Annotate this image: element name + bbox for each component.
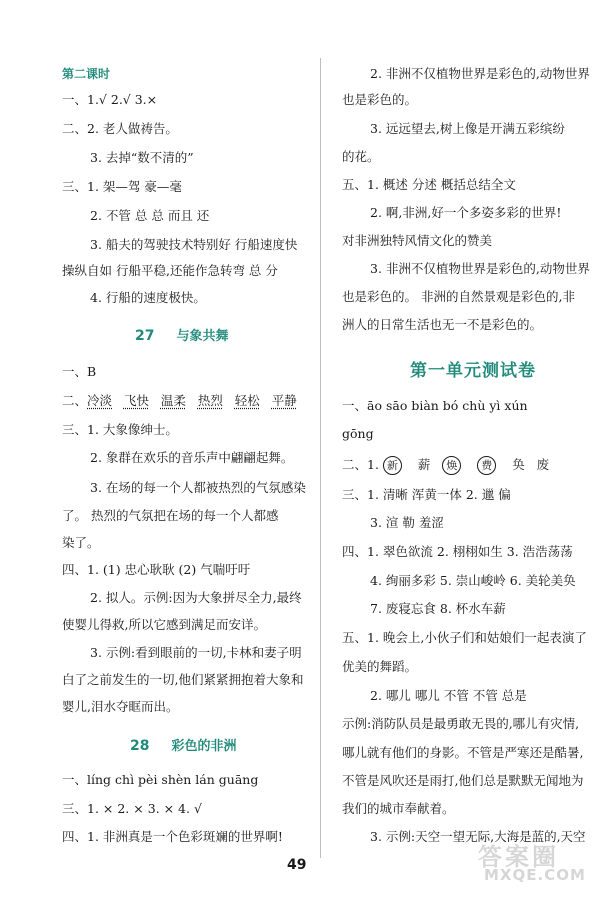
- watermark-text: 答案圈: [478, 843, 559, 871]
- answer-line: 一、líng chì pèi shèn lán guāng: [62, 772, 259, 787]
- answer-line: 三、1. × 2. × 3. × 4. √: [62, 801, 202, 816]
- answer-line: 使婴儿得救,所以它感到满足而安详。: [62, 617, 266, 632]
- answer-line: 7. 废寝忘食 8. 杯水车薪: [370, 601, 506, 616]
- antonym-line: [62, 393, 297, 409]
- watermark-logo: [470, 835, 592, 887]
- lesson-name: 与象共舞: [176, 329, 229, 344]
- answer-line: 哪儿就有他们的身影。不管是严寒还是酷暑,: [342, 745, 584, 760]
- answer-line: 3. 示例:天空一望无际,大海是蓝的,天空: [370, 829, 586, 844]
- answer-line: 3. 示例:看到眼前的一切,卡林和妻子明: [90, 645, 302, 660]
- answer-line: 3. 船夫的驾驶技术特别好 行船速度快: [90, 237, 298, 252]
- lesson-number: 28: [130, 738, 150, 754]
- answer-line: 五、1. 概述 分述 概括总结全文: [342, 177, 516, 192]
- answer-line: 也是彩色的。: [342, 92, 418, 107]
- answer-line: 一、āo sāo biàn bó chù yì xún: [342, 398, 528, 413]
- answer-line: 操纵自如 行船平稳,还能作急转弯 总 分: [62, 263, 278, 278]
- page-number: 49: [287, 857, 307, 873]
- answer-line: 五、1. 晚会上,小伙子们和姑娘们一起表演了: [342, 630, 587, 645]
- answer-line: 白了之前发生的一切,他们紧紧拥抱着大象和: [62, 672, 304, 687]
- question-prefix: 二、1.: [342, 457, 379, 472]
- answer-line: 2. 啊,非洲,好一个多姿多彩的世界!: [370, 205, 562, 220]
- answer-line: 二、2. 老人做祷告。: [62, 121, 178, 136]
- answer-line: 4. 绚丽多彩 5. 崇山峻岭 6. 美轮美奂: [370, 573, 576, 588]
- antonym-word: 轻松: [234, 393, 260, 408]
- answer-line: 3. 在场的每一个人都被热烈的气氛感染: [90, 480, 306, 495]
- answer-line: 一、1.√ 2.√ 3.×: [62, 92, 158, 107]
- answer-line: 我们的城市奉献着。: [342, 801, 455, 816]
- answer-line: 不管是风吹还是雨打,他们总是默默无闻地为: [342, 773, 584, 788]
- answer-line: 4. 行船的速度极快。: [90, 290, 206, 305]
- answer-line: 染了。: [62, 535, 100, 550]
- unit-test-title: 第一单元测试卷: [410, 361, 536, 381]
- answer-line: 2. 非洲不仅植物世界是彩色的,动物世界: [370, 66, 590, 81]
- answer-line: 3. 去掉“数不清的”: [90, 150, 194, 165]
- answer-line: 对非洲独特风情文化的赞美: [342, 233, 493, 248]
- lesson-number: 27: [135, 328, 155, 344]
- answer-line: 的花。: [342, 149, 380, 164]
- answer-line: gōng: [342, 426, 374, 441]
- circled-char: 费: [477, 456, 496, 475]
- answer-line: 2. 不管 总 总 而且 还: [90, 208, 210, 223]
- answer-line: 四、1. (1) 忠心耿耿 (2) 气喘吁吁: [62, 562, 251, 577]
- circled-char-line: [342, 455, 549, 475]
- question-prefix: 二、: [62, 393, 88, 408]
- answer-line: 洲人的日常生活也无一不是彩色的。: [342, 317, 543, 332]
- answer-line: 3. 非洲不仅植物世界是彩色的,动物世界: [370, 261, 590, 276]
- circled-char: 焕: [442, 456, 461, 475]
- answer-line: 3. 渲 勒 羞涩: [370, 515, 444, 530]
- answer-line: 四、1. 非洲真是一个色彩斑斓的世界啊!: [62, 829, 283, 844]
- answer-line: 也是彩色的。 非洲的自然景观是彩色的,非: [342, 289, 575, 304]
- char: 薪: [417, 457, 431, 472]
- antonym-word: 飞快: [123, 393, 149, 408]
- answer-line: 一、B: [62, 364, 97, 379]
- watermark-url: MXQE.COM: [484, 866, 586, 884]
- answer-line: 2. 拟人。示例:因为大象拼尽全力,最终: [90, 590, 302, 605]
- answer-line: 三、1. 清晰 浑黄一体 2. 邋 偏: [342, 487, 511, 502]
- answer-line: 3. 远远望去,树上像是开满五彩缤纷: [370, 121, 565, 136]
- answer-line: 2. 哪儿 哪儿 不管 不管 总是: [370, 688, 527, 703]
- char: 废: [536, 457, 550, 472]
- antonym-word: 温柔: [160, 393, 186, 408]
- lesson-name: 彩色的非洲: [171, 739, 237, 754]
- antonym-word: 平静: [271, 393, 297, 408]
- answer-line: 示例:消防队员是最勇敢无畏的,哪儿有灾情,: [342, 716, 580, 731]
- lesson-27-title: [135, 325, 229, 344]
- answer-line: 2. 象群在欢乐的音乐声中翩翩起舞。: [90, 450, 294, 465]
- answer-line: 三、1. 架—驾 豪—毫: [62, 179, 182, 194]
- answer-line: 三、1. 大象像绅士。: [62, 422, 178, 437]
- answer-line: 婴儿,泪水夺眶而出。: [62, 699, 179, 714]
- answer-line: 了。 热烈的气氛把在场的每一个人都感: [62, 508, 279, 523]
- lesson-28-title: [130, 735, 237, 754]
- section-heading: 第二课时: [62, 67, 111, 81]
- antonym-word: 热烈: [197, 393, 223, 408]
- circled-char: 新: [383, 456, 402, 475]
- column-divider: [320, 58, 321, 858]
- char: 奂: [512, 457, 525, 472]
- answer-line: 四、1. 翠色欲流 2. 栩栩如生 3. 浩浩荡荡: [342, 544, 573, 559]
- answer-line: 优美的舞蹈。: [342, 659, 418, 674]
- antonym-word: 冷淡: [87, 393, 113, 408]
